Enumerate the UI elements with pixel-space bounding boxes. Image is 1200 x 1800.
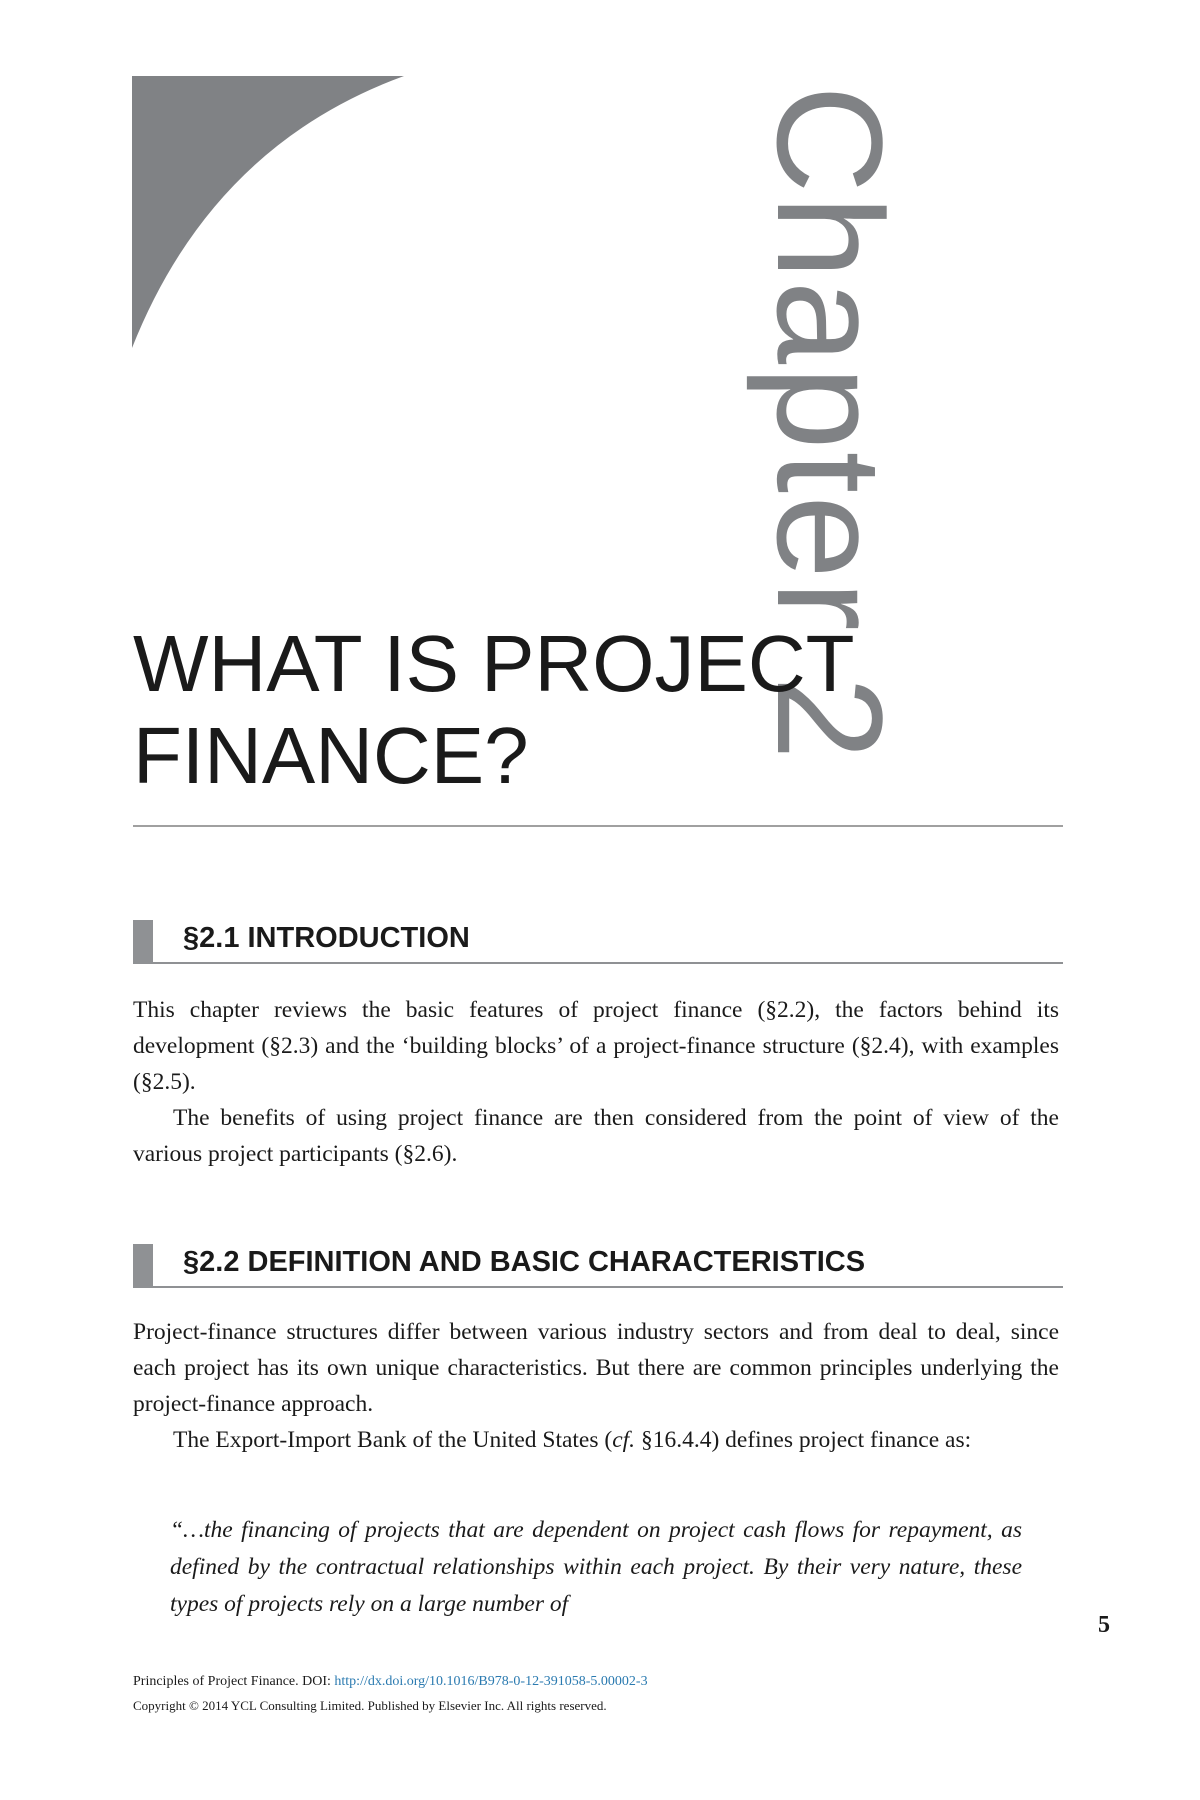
chapter-label: Chapter 2 <box>746 85 914 762</box>
title-divider <box>133 825 1063 827</box>
footer-citation <box>133 1674 648 1690</box>
section-2-2-paragraph-1: Project-finance structures differ between various industry sectors and from deal to deal, since each project has its own unique characteristics. But there are common principles underlying the project-finance approach. <box>133 1319 1059 1417</box>
chapter-title-line2: FINANCE? <box>133 711 529 800</box>
doi-link[interactable]: http://dx.doi.org/10.1016/B978-0-12-391058-5.00002-3 <box>334 1674 648 1689</box>
footer-copyright: Copyright © 2014 YCL Consulting Limited. Published by Elsevier Inc. All rights reserved. <box>133 1698 607 1713</box>
chapter-title <box>133 618 893 802</box>
section-underline <box>133 1286 1063 1288</box>
section-2-2-paragraph-2 <box>133 1422 1059 1458</box>
section-marker <box>133 920 153 962</box>
section-2-1-heading: §2.1 INTRODUCTION <box>183 922 470 954</box>
section-2-1-paragraph-2: The benefits of using project finance are then considered from the point of view of the various project participants (§2.6). <box>133 1105 1059 1167</box>
cf-abbreviation: cf. <box>612 1427 636 1453</box>
page-number: 5 <box>1098 1612 1110 1638</box>
para-text: The Export-Import Bank of the United States ( <box>173 1427 613 1453</box>
section-2-2-heading: §2.2 DEFINITION AND BASIC CHARACTERISTICS <box>183 1246 866 1278</box>
section-2-1-paragraph-1: This chapter reviews the basic features of project finance (§2.2), the factors behind its development (§2.3) and the ‘building blocks’ of a project-finance structure (§2.4), with examples (§2.5). <box>133 997 1059 1095</box>
para-text: §16.4.4) defines project finance as: <box>635 1427 972 1453</box>
section-underline <box>133 962 1063 964</box>
section-marker <box>133 1244 153 1286</box>
section-2-2-header <box>133 1244 1063 1286</box>
footer-book-title: Principles of Project Finance. DOI: <box>133 1674 335 1689</box>
definition-quote: “…the financing of projects that are dependent on project cash flows for repayment, as defined by the contractual relationships within each project. By their very nature, these types of projects rely on a large number of <box>170 1517 1022 1617</box>
section-2-1-header <box>133 920 1063 962</box>
corner-decoration <box>132 76 404 348</box>
chapter-title-line1: WHAT IS PROJECT <box>133 619 855 708</box>
